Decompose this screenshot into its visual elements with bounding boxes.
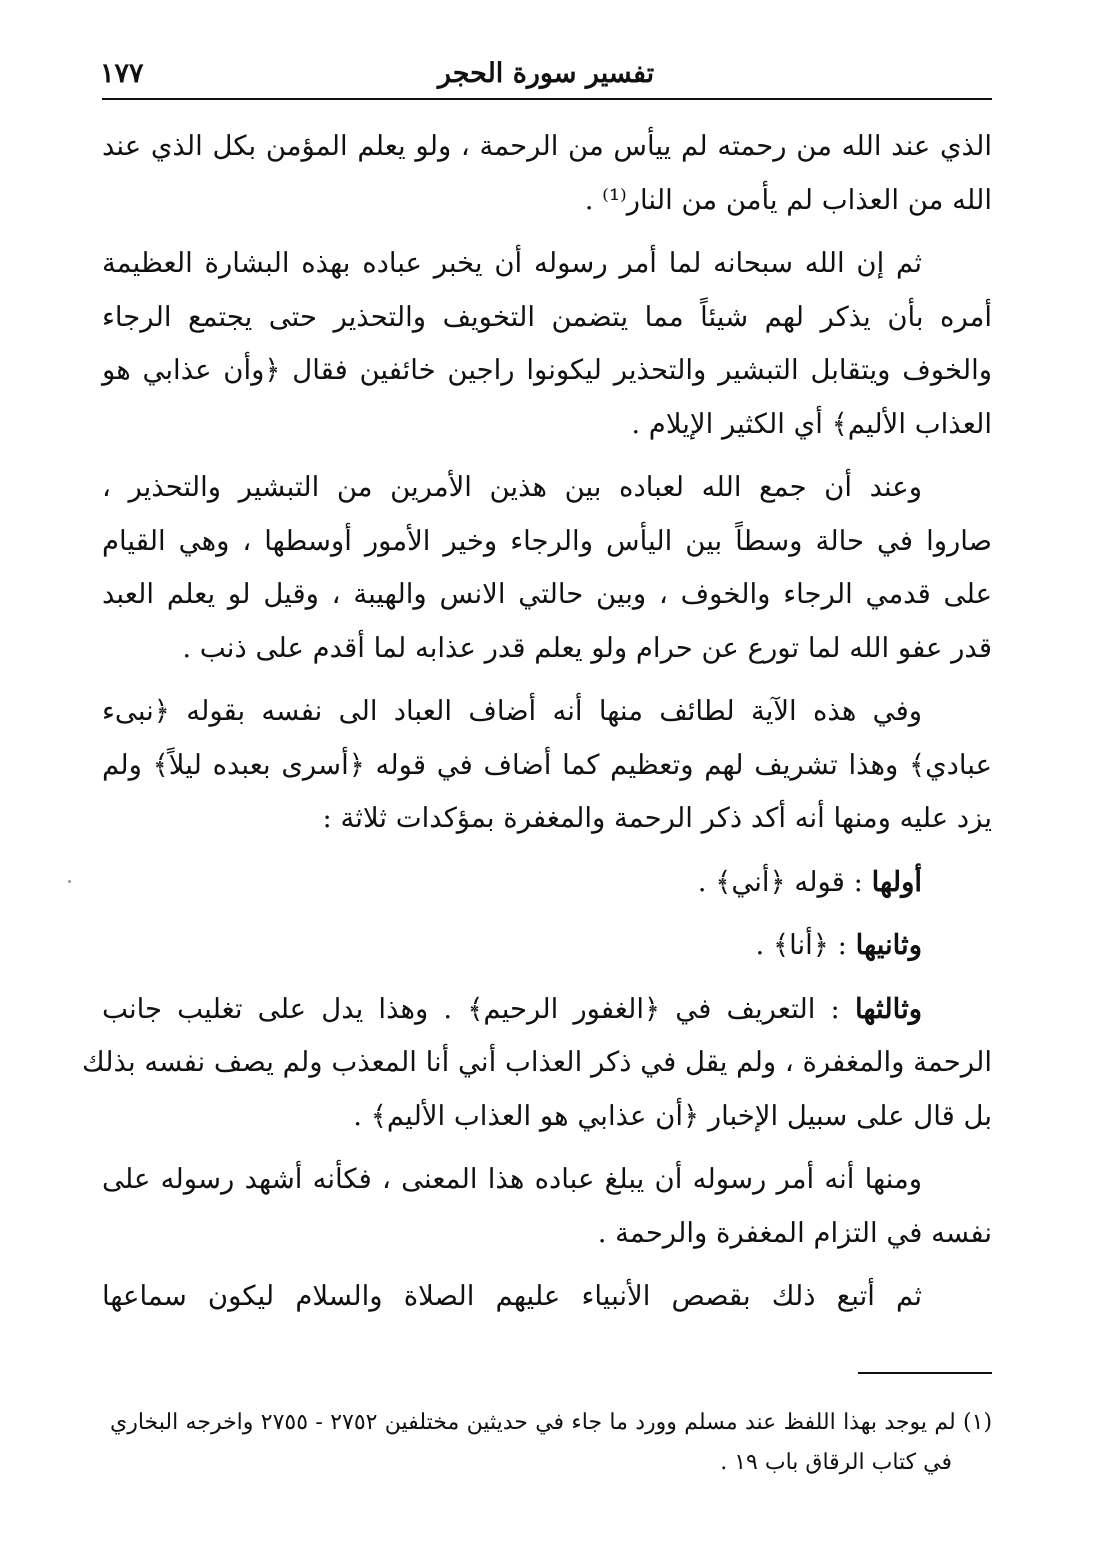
text-segment: : التعريف في ﴿الغفور الرحيم﴾ . وهذا يدل على تغليب جانب <box>102 992 855 1025</box>
paragraph <box>102 856 992 910</box>
text-line: الرحمة والمغفرة ، ولم يقل في ذكر العذاب أني أنا المعذب ولم يصف نفسه بذلك <box>81 1046 992 1078</box>
text-line: الله من العذاب لم يأمن من النار⁽¹⁾ . <box>584 183 992 216</box>
text-line: على قدمي الرجاء والخوف ، وبين حالتي الانس والهيبة ، وقيل لو يعلم العبد <box>102 578 992 610</box>
text-line: ومنها أنه أمر رسوله أن يبلغ عباده هذا المعنى ، فكأنه أشهد رسوله على <box>102 1163 922 1195</box>
running-header <box>100 52 992 98</box>
text-line <box>102 919 992 973</box>
paragraph <box>102 461 992 675</box>
text-line: أمره بأن يذكر لهم شيئاً مما يتضمن التخويف والتحذير حتى يجتمع الرجاء <box>102 300 992 333</box>
text-line: والخوف ويتقابل التبشير والتحذير ليكونوا راجين خائفين فقال ﴿وأن عذابي هو <box>102 354 992 386</box>
text-segment: : قوله ﴿أني﴾ . <box>697 865 872 898</box>
scan-speck <box>68 880 71 883</box>
text-line: وفي هذه الآية لطائف منها أنه أضاف العباد الى نفسه بقوله ﴿نبىء <box>102 695 922 727</box>
text-line: الذي عند الله من رحمته لم ييأس من الرحمة ، ولو يعلم المؤمن بكل الذي عند <box>102 130 992 162</box>
text-line <box>102 856 992 910</box>
text-line: صاروا في حالة وسطاً بين اليأس والرجاء وخير الأمور أوسطها ، وهي القيام <box>102 524 992 557</box>
page-number: ١٧٧ <box>100 58 144 89</box>
bold-lead: وثالثها <box>854 992 922 1025</box>
text-line <box>102 983 992 1037</box>
page-title: تفسير سورة الحجر <box>437 58 655 89</box>
text-line: نفسه في التزام المغفرة والرحمة . <box>597 1216 992 1249</box>
paragraph <box>102 919 992 973</box>
bold-lead: أولها <box>871 865 922 898</box>
paragraph <box>81 983 992 1144</box>
text-line: عبادي﴾ وهذا تشريف لهم وتعظيم كما أضاف في قوله ﴿أسرى بعبده ليلاً﴾ ولم <box>102 748 992 781</box>
text-line: العذاب الأليم﴾ أي الكثير الإيلام . <box>631 407 992 440</box>
footnote-line: في كتاب الرقاق باب ١٩ . <box>720 1450 952 1475</box>
text-line: ثم إن الله سبحانه لما أمر رسوله أن يخبر عباده بهذه البشارة العظيمة <box>102 247 922 279</box>
paragraph <box>102 1270 992 1324</box>
header-divider <box>102 98 992 100</box>
text-line: يزد عليه ومنها أنه أكد ذكر الرحمة والمغفرة بمؤكدات ثلاثة : <box>322 802 992 834</box>
text-line: وعند أن جمع الله لعباده بين هذين الأمرين من التبشير والتحذير ، <box>102 471 922 503</box>
main-text <box>81 120 992 1324</box>
paragraph <box>102 1153 992 1260</box>
text-line: ثم أتبع ذلك بقصص الأنبياء عليهم الصلاة والسلام ليكون سماعها <box>102 1280 922 1312</box>
bold-lead: وثانيها <box>855 929 922 961</box>
text-line: بل قال على سبيل الإخبار ﴿أن عذابي هو العذاب الأليم﴾ . <box>353 1099 992 1132</box>
paragraph <box>102 237 992 451</box>
text-segment: : ﴿أنا﴾ . <box>755 929 856 961</box>
footnote <box>110 1403 992 1483</box>
paragraph <box>102 120 992 227</box>
paragraph <box>102 685 992 846</box>
text-line: قدر عفو الله لما تورع عن حرام ولو يعلم قدر عذابه لما أقدم على ذنب . <box>182 631 992 664</box>
footnote-divider <box>858 1372 992 1374</box>
footnote-line: (١) لم يوجد بهذا اللفظ عند مسلم وورد ما جاء في حديثين مختلفين ٢٧٥٢ - ٢٧٥٥ واخرجه البخاري <box>110 1410 993 1435</box>
